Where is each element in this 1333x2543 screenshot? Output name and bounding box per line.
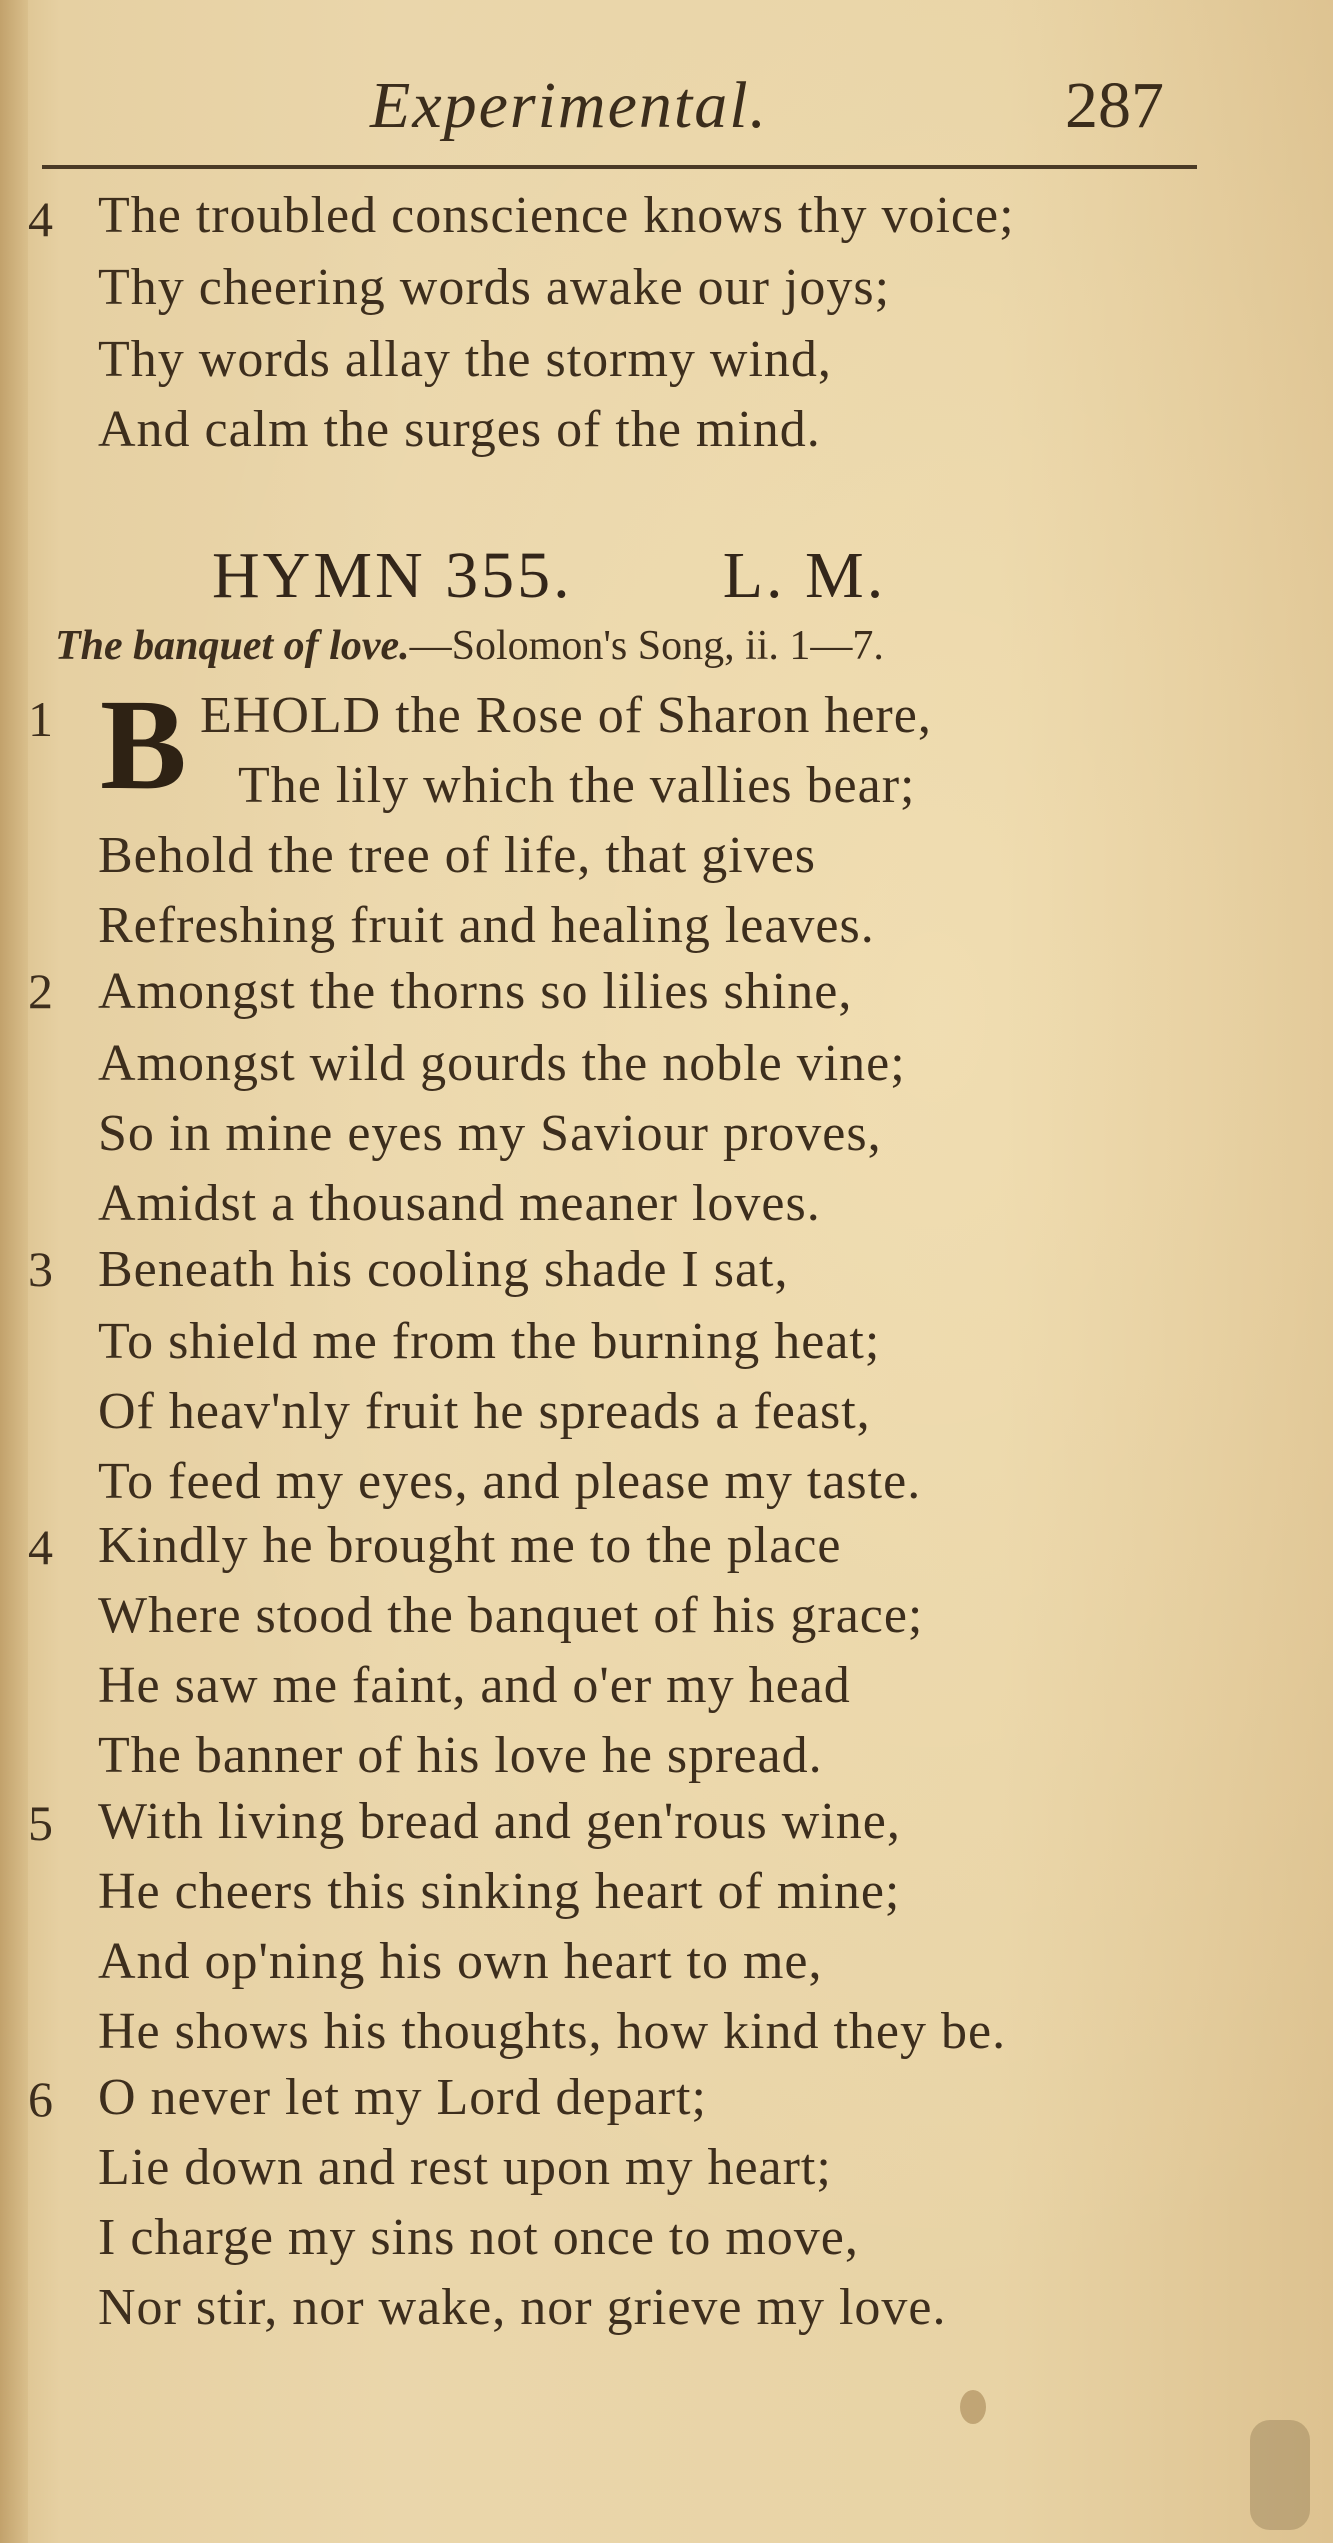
verse-line: He cheers this sinking heart of mine;	[98, 1863, 901, 1920]
verse-line: The lily which the vallies bear;	[238, 757, 916, 814]
verse-line: The troubled conscience knows thy voice;	[98, 187, 1015, 244]
verse-line: The banner of his love he spread.	[98, 1727, 823, 1784]
verse-line: Amongst the thorns so lilies shine,	[98, 963, 853, 1020]
verse-line: Refreshing fruit and healing leaves.	[98, 897, 875, 954]
verse-line: He shows his thoughts, how kind they be.	[98, 2003, 1007, 2060]
verse-line: And op'ning his own heart to me,	[98, 1933, 823, 1990]
paper-stain	[1250, 2420, 1310, 2530]
verse-line-first	[200, 686, 932, 745]
verse-line: Amongst wild gourds the noble vine;	[98, 1035, 906, 1092]
verse-line: O never let my Lord depart;	[98, 2069, 707, 2126]
verse-line: Kindly he brought me to the place	[98, 1517, 842, 1574]
verse-line: So in mine eyes my Saviour proves,	[98, 1105, 882, 1162]
first-word-rest: EHOLD	[200, 687, 382, 744]
subtitle-reference: —Solomon's Song, ii. 1—7.	[409, 623, 884, 669]
hymn-number: HYMN 355.	[212, 539, 573, 612]
verse-line: To feed my eyes, and please my taste.	[98, 1453, 922, 1510]
verse-line: Behold the tree of life, that gives	[98, 827, 817, 884]
verse-line: Lie down and rest upon my heart;	[98, 2139, 832, 2196]
verse-line: Of heav'nly fruit he spreads a feast,	[98, 1383, 871, 1440]
verse-line: To shield me from the burning heat;	[98, 1313, 881, 1370]
drop-cap: B	[100, 673, 187, 817]
stanza-number: 3	[28, 1241, 53, 1297]
page-number: 287	[1065, 69, 1164, 142]
verse-line: Nor stir, nor wake, nor grieve my love.	[98, 2279, 947, 2336]
running-title: Experimental.	[370, 69, 769, 142]
verse-line: Thy words allay the stormy wind,	[98, 331, 832, 388]
paper-stain	[960, 2390, 986, 2424]
stanza-number: 2	[28, 963, 53, 1019]
stanza-number: 1	[28, 691, 53, 747]
stanza-number: 4	[28, 191, 53, 247]
verse-line: Amidst a thousand meaner loves.	[98, 1175, 821, 1232]
verse-line: And calm the surges of the mind.	[98, 401, 821, 458]
first-line-rest: the Rose of Sharon here,	[381, 687, 932, 744]
hymn-subtitle	[55, 622, 884, 670]
stanza-number: 4	[28, 1519, 53, 1575]
verse-line: Where stood the banquet of his grace;	[98, 1587, 924, 1644]
verse-line: Thy cheering words awake our joys;	[98, 259, 891, 316]
verse-line: I charge my sins not once to move,	[98, 2209, 859, 2266]
page-header	[0, 48, 1333, 148]
verse-line: Beneath his cooling shade I sat,	[98, 1241, 789, 1298]
stanza-number: 6	[28, 2071, 53, 2127]
subtitle-theme: The banquet of love.	[55, 623, 410, 669]
stanza-number: 5	[28, 1795, 53, 1851]
verse-line: He saw me faint, and o'er my head	[98, 1657, 851, 1714]
page-gutter-shadow	[0, 0, 28, 2543]
hymn-meter: L. M.	[722, 539, 887, 612]
header-rule	[42, 165, 1197, 169]
hymn-title	[212, 538, 886, 614]
verse-line: With living bread and gen'rous wine,	[98, 1793, 901, 1850]
